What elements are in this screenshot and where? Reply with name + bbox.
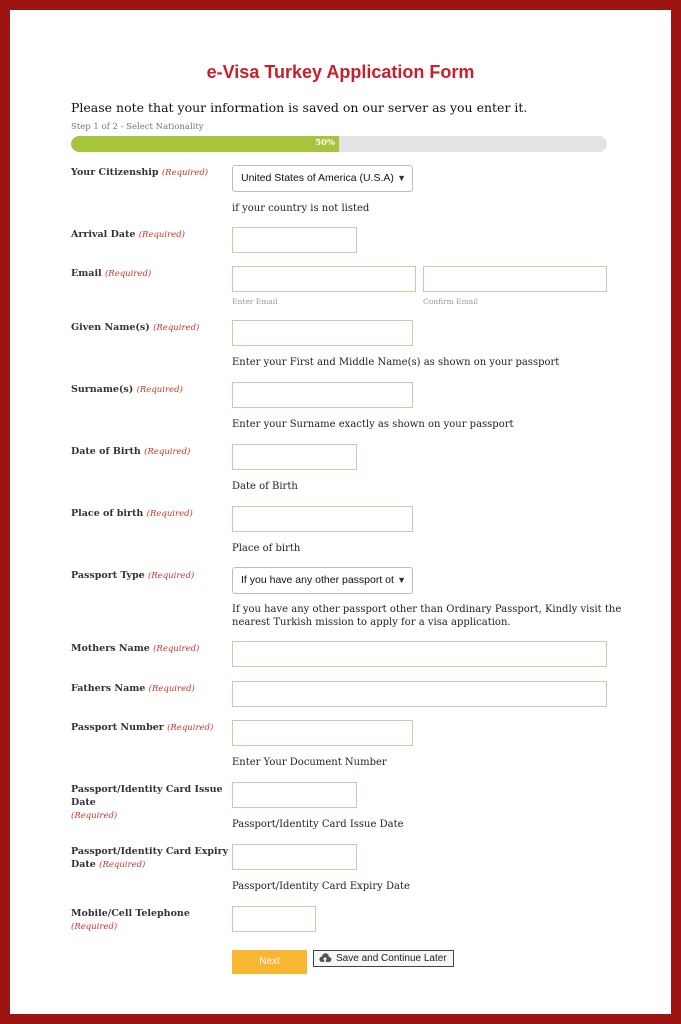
given-names-label: Given Name(s) (Required) <box>71 322 200 333</box>
passport-type-help: If you have any other passport other than Ordinary Passport, Kindly visit the nearest Turkish mission to apply for a visa application. <box>232 604 622 628</box>
save-note: Please note that your information is saved on our server as you enter it. <box>71 100 528 115</box>
passport-number-help: Enter Your Document Number <box>232 757 387 768</box>
mothers-name-label: Mothers Name (Required) <box>71 643 200 654</box>
expiry-date-help: Passport/Identity Card Expiry Date <box>232 881 410 892</box>
phone-label: Mobile/Cell Telephone (Required) <box>71 908 190 932</box>
given-names-help: Enter your First and Middle Name(s) as shown on your passport <box>232 357 560 368</box>
expiry-date-input[interactable] <box>232 844 357 870</box>
save-continue-later-button[interactable]: Save and Continue Later <box>313 950 454 967</box>
phone-input[interactable] <box>232 906 316 932</box>
dob-input[interactable] <box>232 444 357 470</box>
step-indicator: Step 1 of 2 - Select Nationality <box>71 122 204 132</box>
issue-date-label: Passport/Identity Card Issue Date (Required) <box>71 784 223 821</box>
page-title: e-Visa Turkey Application Form <box>206 62 475 82</box>
mothers-name-input[interactable] <box>232 641 607 667</box>
citizenship-select[interactable]: United States of America (U.S.A) ▼ <box>232 165 413 192</box>
pob-label: Place of birth (Required) <box>71 508 193 519</box>
dob-label: Date of Birth (Required) <box>71 446 191 457</box>
chevron-down-icon: ▼ <box>397 575 406 585</box>
passport-type-select[interactable]: If you have any other passport ot ▼ <box>232 567 413 594</box>
next-button[interactable]: Next <box>232 950 307 974</box>
citizenship-help[interactable]: if your country is not listed <box>232 203 370 214</box>
passport-number-input[interactable] <box>232 720 413 746</box>
progress-bar <box>71 136 607 152</box>
surname-input[interactable] <box>232 382 413 408</box>
given-names-input[interactable] <box>232 320 413 346</box>
dob-help: Date of Birth <box>232 481 298 492</box>
issue-date-help: Passport/Identity Card Issue Date <box>232 819 404 830</box>
progress-fill <box>71 136 339 152</box>
surname-help: Enter your Surname exactly as shown on your passport <box>232 419 514 430</box>
expiry-date-label: Passport/Identity Card Expiry Date (Required) <box>71 846 229 870</box>
email-label: Email (Required) <box>71 268 152 279</box>
passport-number-label: Passport Number (Required) <box>71 722 214 733</box>
chevron-down-icon: ▼ <box>397 173 406 183</box>
email-input[interactable] <box>232 266 416 292</box>
progress-label: 50% <box>315 138 335 148</box>
confirm-email-sublabel: Confirm Email <box>423 297 479 306</box>
form-card <box>10 10 671 1014</box>
cloud-upload-icon <box>318 952 332 965</box>
fathers-name-label: Fathers Name (Required) <box>71 683 195 694</box>
arrival-date-input[interactable] <box>232 227 357 253</box>
pob-input[interactable] <box>232 506 413 532</box>
surname-label: Surname(s) (Required) <box>71 384 183 395</box>
citizenship-label: Your Citizenship (Required) <box>71 167 209 178</box>
passport-type-label: Passport Type (Required) <box>71 570 195 581</box>
fathers-name-input[interactable] <box>232 681 607 707</box>
email-sublabel: Enter Email <box>232 297 278 306</box>
confirm-email-input[interactable] <box>423 266 607 292</box>
arrival-date-label: Arrival Date (Required) <box>71 229 185 240</box>
issue-date-input[interactable] <box>232 782 357 808</box>
pob-help: Place of birth <box>232 543 301 554</box>
